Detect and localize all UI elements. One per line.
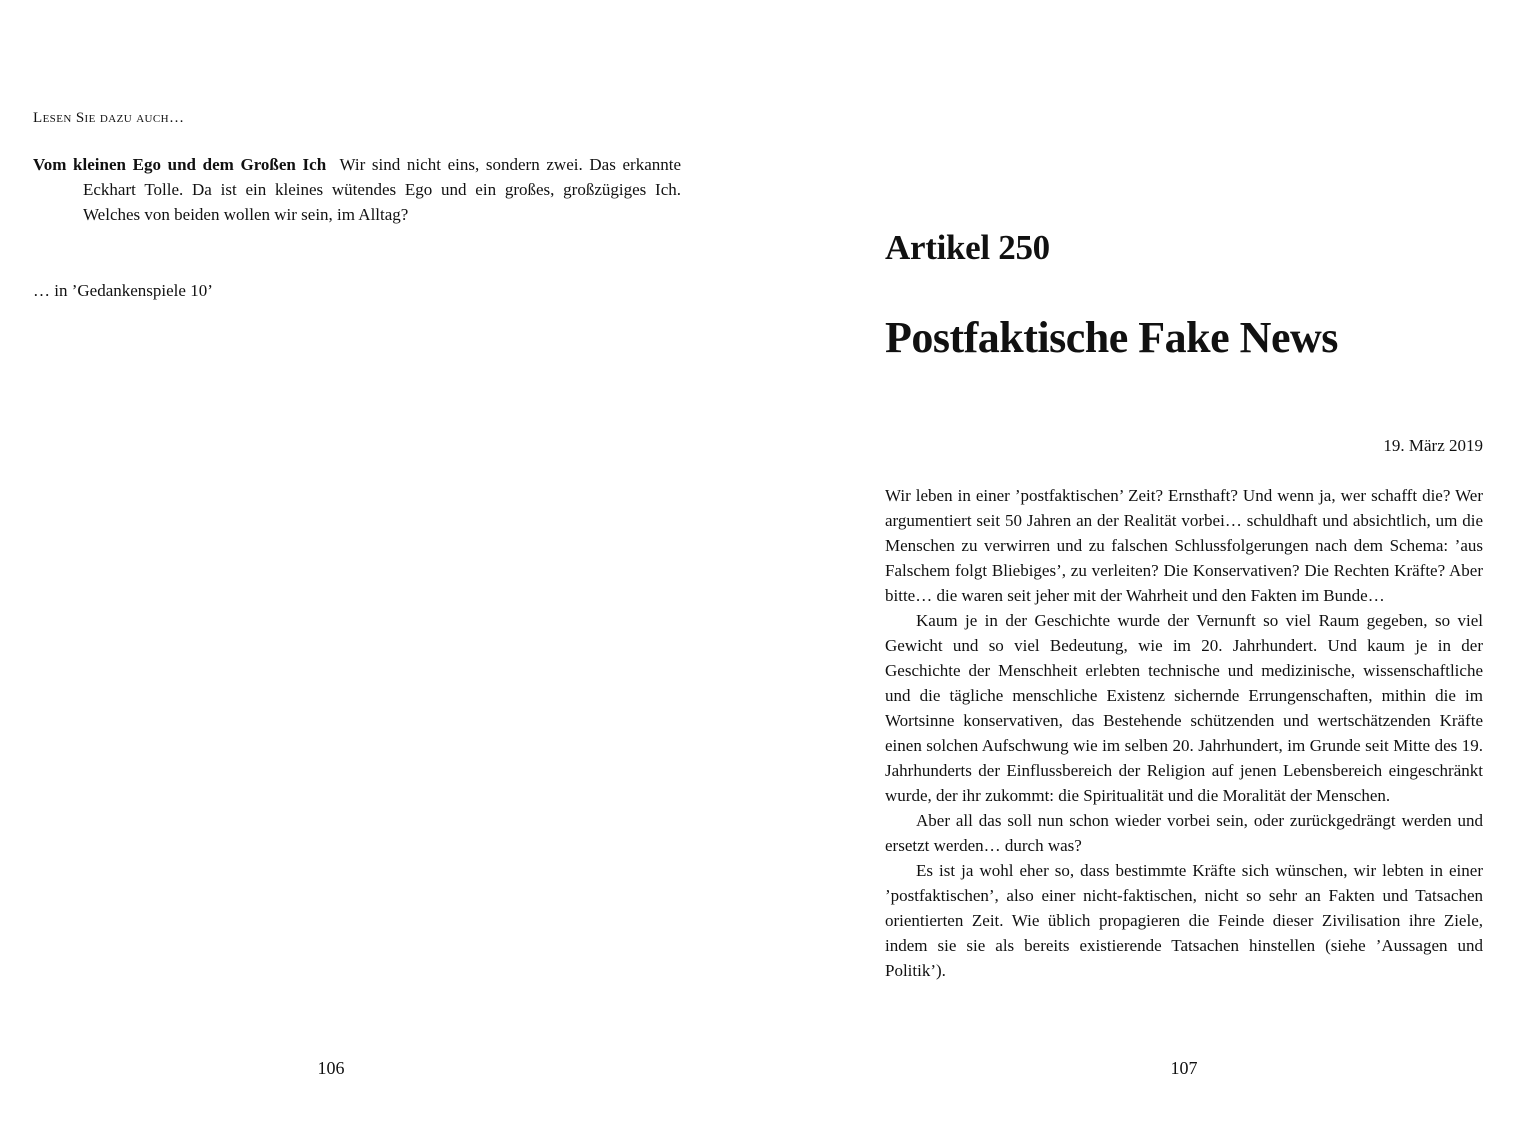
article-body	[885, 483, 1483, 983]
page-number-right: 107	[1170, 1058, 1198, 1078]
article-paragraph: Es ist ja wohl eher so, dass bestimmte Kräfte sich wünschen, wir lebten in einer ’postfaktischen’, also einer nicht-faktischen, nicht so sehr an Fakten und Tatsachen orientierten Zeit. Wie üblich propagieren die Feinde dieser Zivilisation ihre Ziele, indem sie sie als bereits existierende Tatsachen hinstellen (siehe ’Aussagen und Politik’).	[885, 861, 1483, 980]
article-title: Postfaktische Fake News	[885, 313, 1338, 362]
article-number: Artikel 250	[885, 228, 1050, 267]
reference-title: Vom kleinen Ego und dem Großen Ich	[33, 155, 327, 174]
article-date: 19. März 2019	[1383, 436, 1483, 455]
reference-source: … in ’Gedankenspiele 10’	[33, 281, 213, 300]
right-page	[767, 0, 1535, 1143]
page-number-left: 106	[317, 1058, 345, 1078]
article-paragraph: Aber all das soll nun schon wieder vorbei sein, oder zurückgedrängt werden und ersetzt werden… durch was?	[885, 811, 1483, 855]
reference-entry	[33, 152, 681, 227]
left-page	[0, 0, 767, 1143]
reference-text: Wir sind nicht eins, sondern zwei. Das erkannte Eckhart Tolle. Da ist ein kleines wütendes Ego und ein großes, großzügiges Ich. Welches von beiden wollen wir sein, im Alltag?	[83, 155, 682, 224]
article-paragraph: Kaum je in der Geschichte wurde der Vernunft so viel Raum gegeben, so viel Gewicht und so viel Bedeutung, wie im 20. Jahrhundert. Und kaum je in der Geschichte der Menschheit erlebten technische und medizinische, wissenschaftliche und die tägliche menschliche Existenz sichernde Errungenschaften, mithin die im Wortsinne konservativen, das Bestehende schützenden und wertschätzenden Kräfte einen solchen Aufschwung wie im selben 20. Jahrhundert, im Grunde seit Mitte des 19. Jahrhunderts der Einflussbereich der Religion auf jenen Lebensbereich eingeschränkt wurde, der ihr zukommt: die Spiritualität und die Moralität der Menschen.	[885, 611, 1483, 805]
see-also-heading: Lesen Sie dazu auch…	[33, 110, 185, 126]
article-paragraph: Wir leben in einer ’postfaktischen’ Zeit? Ernsthaft? Und wenn ja, wer schafft die? Wer argumentiert seit 50 Jahren an der Realität vorbei… schuldhaft und absichtlich, um die Menschen zu verwirren und zu falschen Schlussfolgerungen nach dem Schema: ’aus Falschem folgt Bliebiges’, zu verleiten? Die Konservativen? Die Rechten Kräfte? Aber bitte… die waren seit jeher mit der Wahrheit und den Fakten im Bunde…	[885, 486, 1483, 605]
